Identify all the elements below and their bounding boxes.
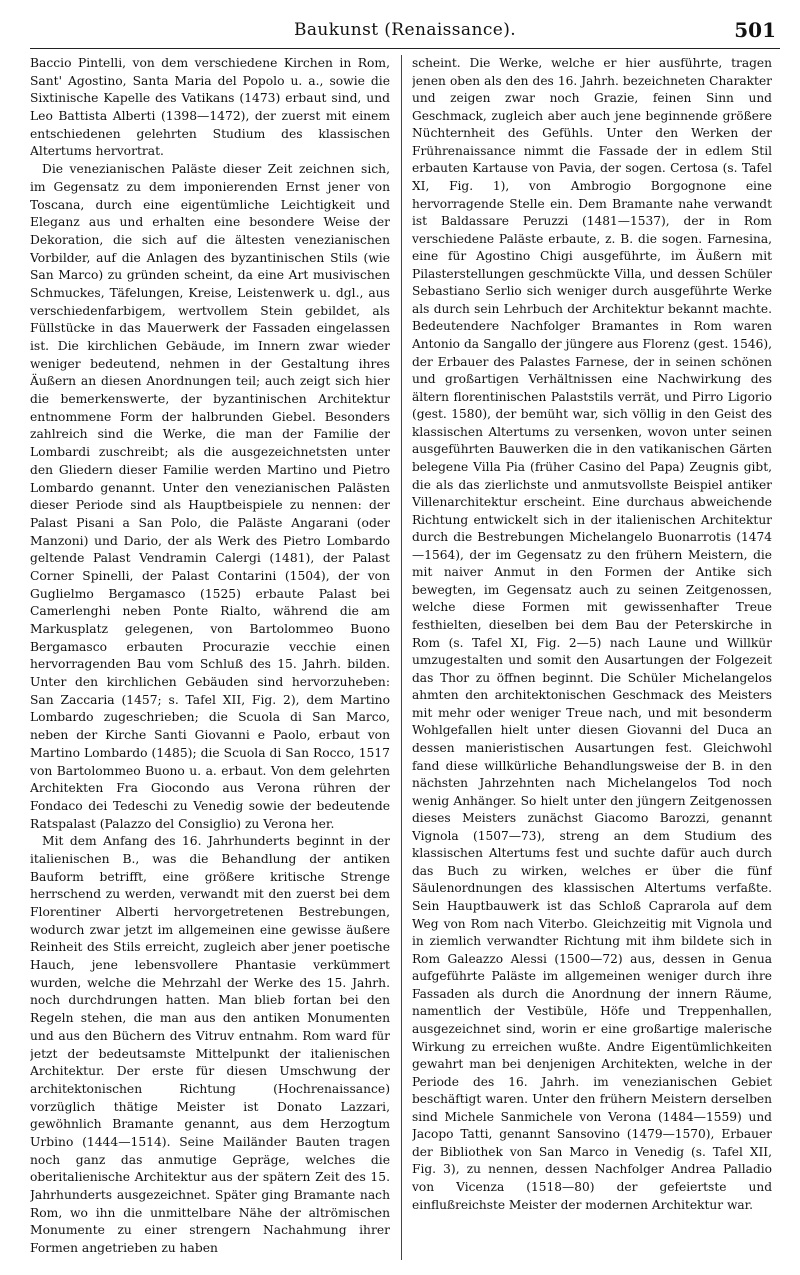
left-column xyxy=(30,55,390,1260)
page-number: 501 xyxy=(734,18,776,42)
page xyxy=(30,14,780,1264)
text-columns xyxy=(30,55,780,1260)
paragraph: Baccio Pintelli, von dem verschiedene Kirchen in Rom, Sant' Agostino, Santa Maria del Popolo u. a., sowie die Sixtinische Kapelle des Vatikans (1473) erbaut sind, und Leo Battista Alberti (1398—1472), der zuerst mit einem entschiedenen gelehrten Studium des klassischen Altertums hervortrat. xyxy=(30,56,390,159)
paragraph: Die venezianischen Paläste dieser Zeit zeichnen sich, im Gegensatz zu dem imponierenden Ernst jener von Toscana, durch eine eigentümliche Leichtigkeit und Eleganz aus und erhalten eine besondere Weise der Dekoration, die sich auf die ältesten venezianischen Vorbilder, auf die Anlagen des byzantinischen Stils (wie San Marco) zu gründen scheint, da eine Art musivischen Schmuckes, Täfelungen, Kreise, Leistenwerk u. dgl., aus verschiedenfarbigem, wertvollem Stein gebildet, als Füllstücke in das Mauerwerk der Fassaden eingelassen ist. Die kirchlichen Gebäude, im Innern zwar wieder weniger bedeutend, nehmen in der Gestaltung ihres Äußern an diesen Anordnungen teil; auch zeigt sich hier die bemerkenswerte, der byzantinischen Architektur entnommene Form der halbrunden Giebel. Besonders zahlreich sind die Werke, die man der Familie der Lombardi zuschreibt; als die ausgezeichnetsten unter den Gliedern dieser Familie werden Martino und Pietro Lombardo genannt. Unter den venezianischen Palästen dieser Periode sind als Hauptbeispiele zu nennen: der Palast Pisani a San Polo, die Paläste Angarani (oder Manzoni) und Dario, der als Werk des Pietro Lombardo geltende Palast Vendramin Calergi (1481), der Palast Corner Spinelli, der Palast Contarini (1504), der von Guglielmo Bergamasco (1525) erbaute Palast bei Camerlenghi neben Ponte Rialto, während die am Markusplatz gelegenen, von Bartolommeo Buono Bergamasco erbauten Procurazie vecchie einen hervorragenden Bau vom Schluß des 15. Jahrh. bilden. Unter den kirchlichen Gebäuden sind hervorzuheben: San Zaccaria (1457; s. Tafel XII, Fig. 2), dem Martino Lombardo zugeschrieben; die Scuola di San Marco, neben der Kirche Santi Giovanni e Paolo, erbaut von Martino Lombardo (1485); die Scuola di San Rocco, 1517 von Bartolommeo Buono u. a. erbaut. Von dem gelehrten Architekten Fra Giocondo aus Verona rühren der Fondaco dei Tedeschi zu Venedig sowie der bedeutende Ratspalast (Palazzo del Consiglio) zu Verona her. xyxy=(30,162,390,831)
page-header xyxy=(30,14,780,49)
paragraph: Mit dem Anfang des 16. Jahrhunderts beginnt in der italienischen B., was die Behandlung der antiken Bauform betrifft, eine größere kritische Strenge herrschend zu werden, verwandt mit den zuerst bei dem Florentiner Alberti hervorgetretenen Bestrebungen, wodurch zwar jetzt im allgemeinen eine gewisse äußere Reinheit des Stils erreicht, zugleich aber jener poetische Hauch, jene lebensvollere Phantasie verkümmert wurden, welche die Mehrzahl der Werke des 15. Jahrh. noch durchdrungen hatten. Man blieb fortan bei den Regeln stehen, die man aus den antiken Monumenten und aus den Büchern des Vitruv entnahm. Rom ward für jetzt der bedeutsamste Mittelpunkt der italienischen Architektur. Der erste für diesen Umschwung der architektonischen Richtung (Hochrenaissance) vorzüglich thätige Meister ist Donato Lazzari, gewöhnlich Bramante genannt, aus dem Herzogtum Urbino (1444—1514). Seine Mailänder Bauten tragen noch ganz das anmutige Gepräge, welches die oberitalienische Architektur aus der spätern Zeit des 15. Jahrhunderts ausgezeichnet. Später ging Bramante nach Rom, wo ihn die unmittelbare Nähe der altrömischen Monumente zu einer strengern Nachahmung ihrer Formen angetrieben zu haben xyxy=(30,834,390,1256)
right-column xyxy=(412,55,772,1260)
running-head: Baukunst (Renaissance). xyxy=(293,20,517,40)
column-divider xyxy=(401,55,402,1260)
paragraph: scheint. Die Werke, welche er hier ausführte, tragen jenen oben als den des 16. Jahrh. bezeichneten Charakter und zeigen zwar noch Grazie, feinen Sinn und Geschmack, zugleich aber auch jene beginnende größere Nüchternheit des Gefühls. Unter den Werken der Frührenaissance nimmt die Fassade der in edlem Stil erbauten Kartause von Pavia, der sogen. Certosa (s. Tafel XI, Fig. 1), von Ambrogio Borgognone eine hervorragende Stelle ein. Dem Bramante nahe verwandt ist Baldassare Peruzzi (1481—1537), der in Rom verschiedene Paläste erbaute, z. B. die sogen. Farnesina, eine für Agostino Chigi ausgeführte, im Äußern mit Pilasterstellungen geschmückte Villa, und dessen Schüler Sebastiano Serlio sich weniger durch ausgeführte Werke als durch sein Lehrbuch der Architektur bekannt machte. Bedeutendere Nachfolger Bramantes in Rom waren Antonio da Sangallo der jüngere aus Florenz (gest. 1546), der Erbauer des Palastes Farnese, der in seinen schönen und großartigen Verhältnissen eine Nachwirkung des ältern florentinischen Palaststils verrät, und Pirro Ligorio (gest. 1580), der bemüht war, sich völlig in den Geist des klassischen Altertums zu versenken, wovon unter seinen ausgeführten Bauwerken die in den vatikanischen Gärten belegene Villa Pia (früher Casino del Papa) Zeugnis gibt, die als das zierlichste und anmutsvollste Beispiel antiker Villenarchitektur erscheint. Eine durchaus abweichende Richtung entwickelt sich in der italienischen Architektur durch die Bestrebungen Michelangelo Buonarrotis (1474—1564), der im Gegensatz zu den frühern Meistern, die mit naiver Anmut in den Formen der Antike sich bewegten, im Gegensatz auch zu seinen Zeitgenossen, welche diese Formen mit gewissenhafter Treue festhielten, dieselben bei dem Bau der Peterskirche in Rom (s. Tafel XI, Fig. 2—5) nach Laune und Willkür umzugestalten und somit den Ausartungen der Folgezeit das Thor zu öffnen beginnt. Die Schüler Michelangelos ahmten den architektonischen Geschmack des Meisters mit mehr oder weniger Treue nach, und mit besonderm Wohlgefallen hielt unter diesen Giovanni del Duca an dessen manieristischen Ausartungen fest. Gleichwohl fand diese willkürliche Behandlungsweise der B. in den nächsten Jahrzehnten nach Michelangelos Tod noch wenig Anhänger. So hielt unter den jüngern Zeitgenossen dieses Meisters zunächst Giacomo Barozzi, genannt Vignola (1507—73), streng an dem Studium des klassischen Altertums fest und suchte dafür auch durch das Buch zu wirken, welches er über die fünf Säulenordnungen des klassischen Altertums verfaßte. Sein Hauptbauwerk ist das Schloß Caprarola auf dem Weg von Rom nach Viterbo. Gleichzeitig mit Vignola und in ziemlich verwandter Richtung mit ihm bildete sich in Rom Galeazzo Alessi (1500—72) aus, dessen in Genua aufgeführte Paläste im allgemeinen weniger durch ihre Fassaden als durch die Anordnung der innern Räume, namentlich der Vestibüle, Höfe und Treppenhallen, ausgezeichnet sind, worin er eine großartige malerische Wirkung zu erreichen wußte. Andre Eigentümlichkeiten gewahrt man bei denjenigen Architekten, welche in der Periode des 16. Jahrh. im venezianischen Gebiet beschäftigt waren. Unter den frühern Meistern derselben sind Michele Sanmichele von Verona (1484—1559) und Jacopo Tatti, genannt Sansovino (1479—1570), Erbauer der Bibliothek von San Marco in Venedig (s. Tafel XII, Fig. 3), zu nennen, dessen Nachfolger Andrea Palladio von Vicenza (1518—80) der gefeiertste und einflußreichste Meister der modernen Architektur war. xyxy=(412,56,772,1212)
